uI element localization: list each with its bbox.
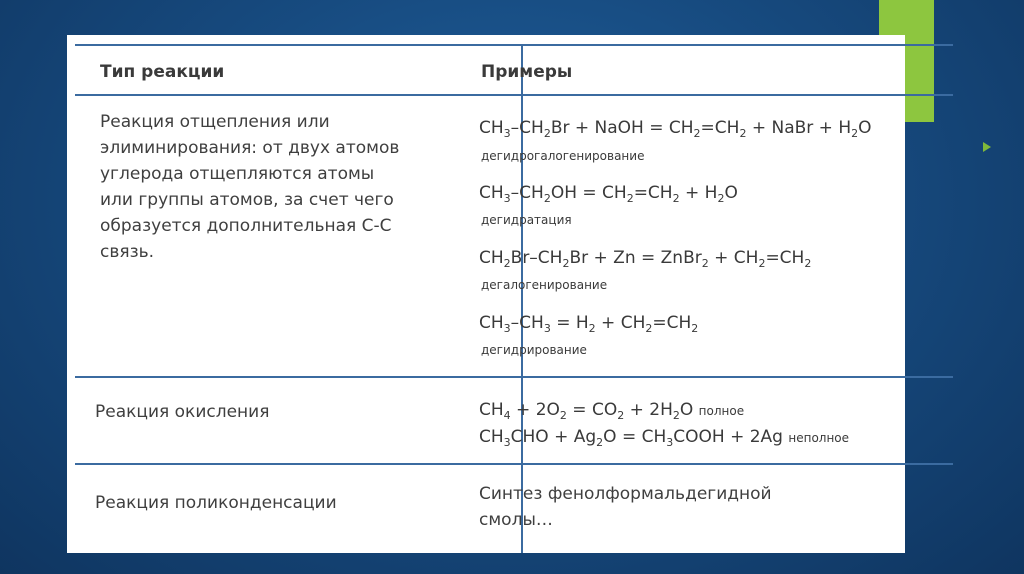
equation-dehydration: $CH_3-CH_2OH = CH_2=CH_2 + H_2O$: [479, 183, 738, 205]
note-dehalogenation: дегалогенирование: [481, 278, 608, 292]
equation-full-oxidation: $CH_4 + 2O_2 = CO_2 + 2H_2O$ полное: [479, 400, 745, 422]
note-full-oxidation: полное: [698, 404, 745, 418]
table-top-border: [75, 44, 953, 46]
note-dehydrogenation: дегидрирование: [481, 343, 587, 357]
note-dehydrohalogenation: дегидрогалогенирование: [481, 149, 645, 163]
note-dehydration: дегидратация: [481, 213, 572, 227]
row-polycondensation-type: Реакция поликонденсации: [95, 493, 337, 513]
row-divider: [75, 463, 953, 465]
row-divider: [75, 376, 953, 378]
polycondensation-example: Синтез фенолформальдегидной смолы…: [479, 484, 772, 530]
equation-dehalogenation: $CH_2Br-CH_2Br + Zn$ = ZnBr$_2$ + $CH_2=CH_2$: [479, 248, 812, 270]
header-type: Тип реакции: [100, 62, 225, 82]
row-oxidation-type: Реакция окисления: [95, 402, 270, 422]
equation-partial-oxidation: $CH_3CHO + Ag_2O$ = $CH_3COOH + 2Ag$ неполное: [479, 427, 850, 449]
equation-dehydrohalogenation: $CH_3-CH_2Br$ + NaOH = $CH_2=CH_2$ + NaBr + $H_2O$: [479, 118, 872, 140]
header-examples: Примеры: [481, 62, 573, 82]
note-partial-oxidation: неполное: [788, 431, 850, 445]
triangle-arrow-icon: [983, 142, 991, 152]
equation-dehydrogenation: $CH_3-CH_3 = H_2 + CH_2=CH_2$: [479, 313, 699, 335]
row-elimination-type: Реакция отщепления или элиминирования: от двух атомов углерода отщепляются атомы или группы атомов, за счет чего образуется дополнительная С-С связь.: [100, 112, 400, 262]
header-divider: [75, 94, 953, 96]
slide-table: [67, 35, 905, 553]
